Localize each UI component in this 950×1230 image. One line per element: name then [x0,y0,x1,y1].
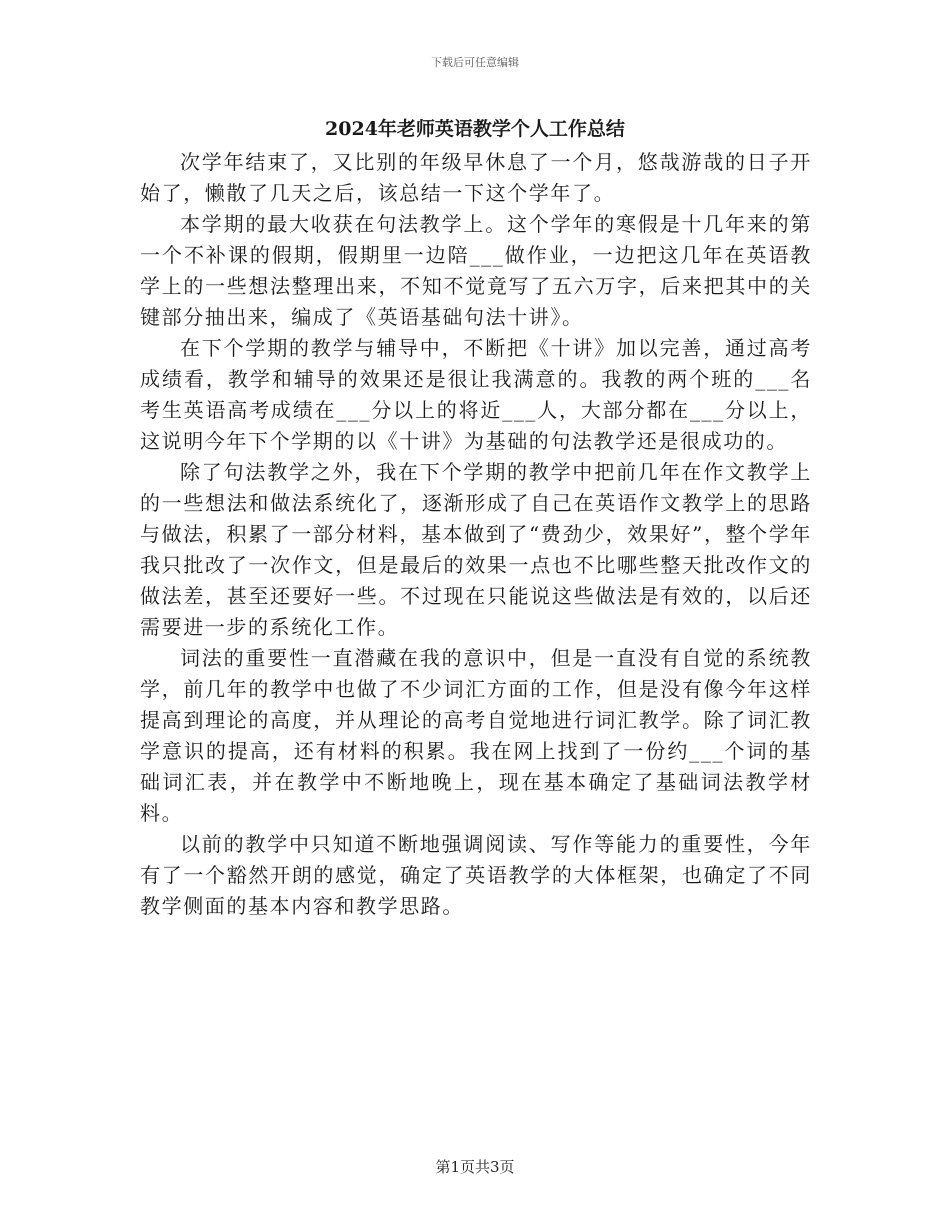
paragraph-5: 词法的重要性一直潜藏在我的意识中，但是一直没有自觉的系统教学，前几年的教学中也做了不少词汇方面的工作，但是没有像今年这样提高到理论的高度，并从理论的高考自觉地进行词汇教学。除了词汇教学意识的提高，还有材料的积累。我在网上找到了一份约___个词的基础词汇表，并在教学中不断地晚上，现在基本确定了基础词法教学材料。 [140,646,812,825]
paragraph-4: 除了句法教学之外，我在下个学期的教学中把前几年在作文教学上的一些想法和做法系统化了，逐渐形成了自己在英语作文教学上的思路与做法，积累了一部分材料，基本做到了“费劲少，效果好”，整个学年我只批改了一次作文，但是最后的效果一点也不比哪些整天批改作文的做法差，甚至还要好一些。不过现在只能说这些做法是有效的，以后还需要进一步的系统化工作。 [140,460,812,639]
page-number: 第1页共3页 [435,1158,515,1176]
paragraph-1: 次学年结束了，又比别的年级早休息了一个月，悠哉游哉的日子开始了，懒散了几天之后，该总结一下这个学年了。 [140,150,812,205]
paragraph-6: 以前的教学中只知道不断地强调阅读、写作等能力的重要性，今年有了一个豁然开朗的感觉，确定了英语教学的大体框架，也确定了不同教学侧面的基本内容和教学思路。 [140,832,812,918]
document-title: 2024年老师英语教学个人工作总结 [325,118,625,140]
paragraph-3: 在下个学期的教学与辅导中，不断把《十讲》加以完善，通过高考成绩看，教学和辅导的效果还是很让我满意的。我教的两个班的___名考生英语高考成绩在___分以上的将近___人，大部分都在___分以上，这说明今年下个学期的以《十讲》为基础的句法教学还是很成功的。 [140,336,812,453]
document-body [140,147,812,922]
paragraph-2: 本学期的最大收获在句法教学上。这个学年的寒假是十几年来的第一个不补课的假期，假期里一边陪___做作业，一边把这几年在英语教学上的一些想法整理出来，不知不觉竟写了五六万字，后来把其中的关键部分抽出来，编成了《英语基础句法十讲》。 [140,212,812,329]
header-note: 下载后可任意编辑 [431,56,519,69]
